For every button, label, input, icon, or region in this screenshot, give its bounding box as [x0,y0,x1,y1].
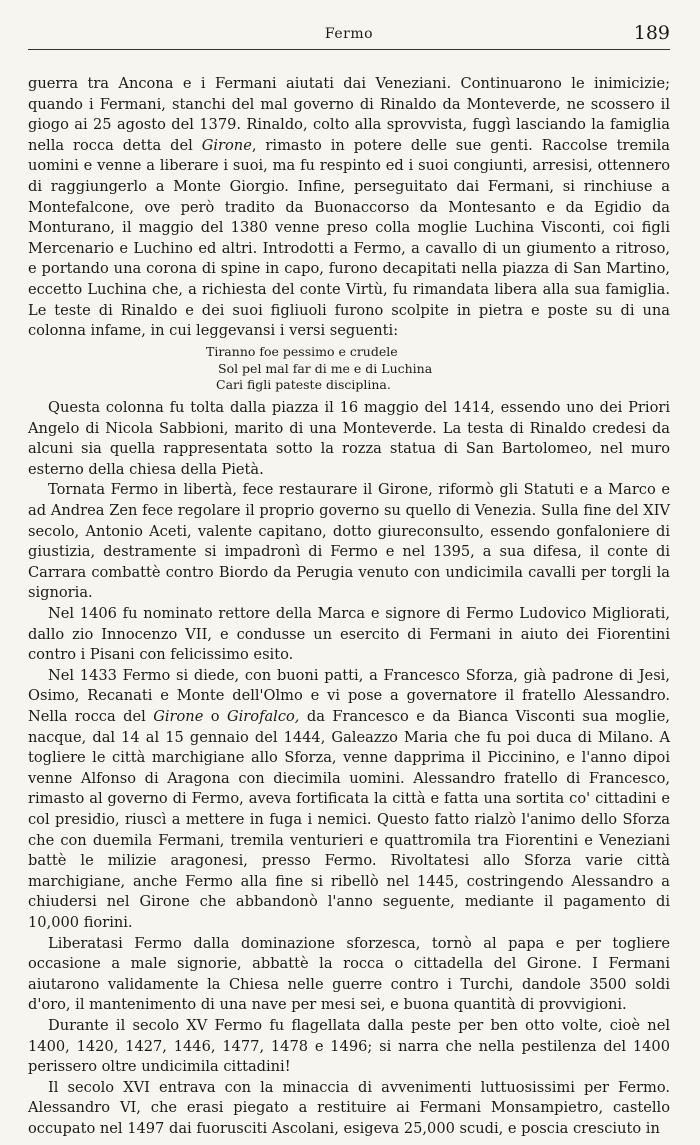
verse-line: Sol pel mal far di me e di Luchina [218,360,433,376]
paragraph-1: guerra tra Ancona e i Fermani aiutati dai Veneziani. Continuarono le inimicizie; quando i Fermani, stanchi del mal governo di Rinaldo da Monteverde, ne scossero il giogo ai 25 agosto del 1379. Rinaldo, colto alla sprovvista, fuggì lasciando la famiglia nella rocca detta del Girone, rimasto in potere delle sue genti. Raccolse tremila uomini e venne a liberare i suoi, ma fu respinto ed i suoi congiunti, arresisi, ottennero di raggiungerlo a Monte Giorgio. Infine, perseguitato dai Fermani, si rinchiuse a Montefalcone, ove però tradito da Buonaccorso da Montesanto e da Egidio da Monturano, il maggio del 1380 venne preso colla moglie Luchina Visconti, coi figli Mercenario e Luchino ed altri. Introdotti a Fermo, a cavallo di un giumento a ritroso, e portando una corona di spine in capo, furono decapitati nella piazza di San Martino, eccetto Luchina che, a richiesta del conte Virtù, fu rimandata libera alla sua famiglia. Le teste di Rinaldo e dei suoi figliuoli furono scolpite in pietra e poste su di una colonna infame, in cui leggevansi i versi seguenti: [28,75,670,340]
paragraph-5: Nel 1433 Fermo si diede, con buoni patti, a Francesco Sforza, già padrone di Jesi, Osimo, Recanati e Monte dell'Olmo e vi pose a governatore il fratello Alessandro. Nella rocca del Girone o Girofalco, da Francesco e da Bianca Visconti sua moglie, nacque, dal 14 al 15 gennaio del 1444, Galeazzo Maria che fu poi duca di Milano. A togliere le città marchigiane allo Sforza, venne dapprima il Piccinino, e l'anno dipoi venne Alfonso di Aragona con diecimila uomini. Alessandro fratello di Francesco, rimasto al governo di Fermo, aveva fortificata la città e fatta una sortita co' cittadini e col presidio, riuscì a mettere in fuga i nemici. Questo fatto rialzò l'animo dello Sforza che con duemila Fermani, tremila venturieri e quattromila tra Fiorentini e Veneziani battè le milizie aragonesi, presso Fermo. Rivoltatesi allo Sforza varie città marchigiane, anche Fermo alla fine si ribellò nel 1445, costringendo Alessandro a chiudersi nel Girone che abbandonò l'anno seguente, mediante il pagamento di 10,000 fiorini. [28,666,670,931]
paragraph-8: Il secolo XVI entrava con la minaccia di avvenimenti luttuosissimi per Fermo. Alessandro VI, che erasi piegato a restituire ai Fermani Monsampietro, castello occupato nel 1497 dai fuorusciti Ascolani, esigeva 25,000 scudi, e poscia cresciuto in [28,1078,670,1137]
page-number: 189 [633,22,670,44]
paragraph-6: Liberatasi Fermo dalla dominazione sforzesca, tornò al papa e per togliere occasione a male signorie, abbattè la rocca o cittadella del Girone. I Fermani aiutarono validamente la Chiesa nelle guerre contro i Turchi, dandole 3500 soldi d'oro, il mantenimento di una nave per mesi sei, e buona quantità di provvigioni. [28,934,670,1014]
verse-line: Cari figli pateste disciplina. [216,377,391,393]
paragraph-3: Tornata Fermo in libertà, fece restaurare il Girone, riformò gli Statuti e a Marco e ad Andrea Zen fece regolare il proprio governo su quello di Venezia. Sulla fine del XIV secolo, Antonio Aceti, valente capitano, dotto giureconsulto, essendo gonfaloniere di giustizia, destramente si impadronì di Fermo e nel 1395, a sua difesa, il conte di Carrara combattè contro Biordo da Perugia venuto con undicimila cavalli per torgli la signoria. [28,481,670,602]
verse-inscription [206,344,670,394]
verse-line: Tiranno foe pessimo e crudele [206,343,398,359]
paragraph-4: Nel 1406 fu nominato rettore della Marca e signore di Fermo Ludovico Migliorati, dallo zio Innocenzo VII, e condusse un esercito di Fermani in aiuto dei Fiorentini contro i Pisani con felicissimo esito. [28,605,670,664]
paragraph-7: Durante il secolo XV Fermo fu flagellata dalla peste per ben otto volte, cioè nel 1400, 1420, 1427, 1446, 1477, 1478 e 1496; si narra che nella pestilenza del 1400 perissero oltre undicimila cittadini! [28,1016,670,1076]
paragraph-2: Questa colonna fu tolta dalla piazza il 16 maggio del 1414, essendo uno dei Priori Angelo di Nicola Sabbioni, marito di una Monteverde. La testa di Rinaldo credesi da alcuni sia quella rappresentata sotto la rozza statua di San Bartolomeo, nel muro esterno della chiesa della Pietà. [28,399,670,478]
running-title: Fermo [324,26,374,42]
page-header [28,22,670,46]
body-text [28,74,670,1139]
header-rule [28,49,670,50]
